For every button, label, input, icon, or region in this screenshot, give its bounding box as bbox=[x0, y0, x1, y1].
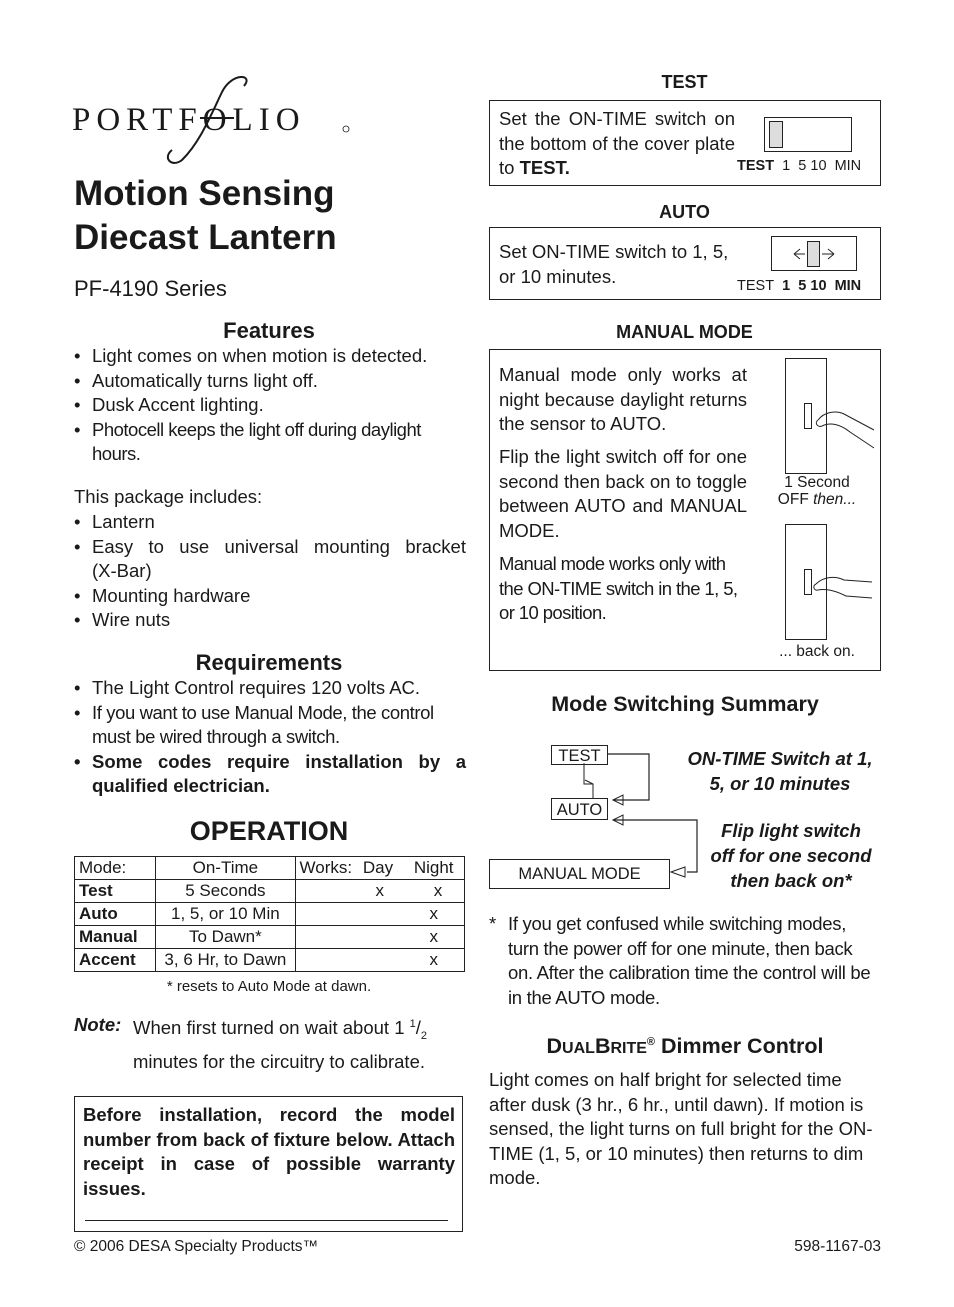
features-heading: Features bbox=[223, 318, 315, 343]
document-number: 598-1167-03 bbox=[794, 1238, 881, 1255]
scale-test: TEST bbox=[737, 158, 775, 174]
ontime-switch-auto bbox=[771, 236, 857, 271]
header-works bbox=[295, 857, 464, 880]
requirements-list bbox=[74, 676, 466, 799]
row-works bbox=[295, 926, 464, 949]
scale-min: MIN bbox=[834, 278, 862, 294]
row-night: x bbox=[429, 950, 439, 969]
row-night: x bbox=[429, 904, 439, 923]
list-item: • Light comes on when motion is detected. bbox=[74, 344, 466, 369]
footnote-text: If you get confused while switching modes, turn the power off for one minute, then back on. After the calibration time the control will be in the AUTO mode. bbox=[508, 913, 871, 1008]
operation-table bbox=[74, 856, 465, 972]
install-record-box bbox=[74, 1096, 463, 1232]
flow-label-flip bbox=[695, 818, 887, 893]
test-instructions bbox=[499, 107, 735, 181]
manual-p3: Manual mode works only with the ON-TIME switch in the 1, 5, or 10 position. bbox=[499, 553, 738, 623]
header-night: Night bbox=[413, 858, 454, 877]
switch-slider bbox=[769, 121, 783, 148]
flow-box-auto: AUTO bbox=[551, 798, 608, 820]
note-text-b: minutes for the circuitry to calibrate. bbox=[133, 1050, 425, 1072]
flow-label-flip-line-1: Flip light switch bbox=[721, 820, 861, 841]
db-ual: UAL bbox=[562, 1040, 595, 1057]
test-text-a: Set the ON-TIME switch on the bottom of the cover plate to bbox=[499, 108, 735, 178]
row-ontime: 3, 6 Hr, to Dawn bbox=[156, 949, 295, 972]
caption-off-word: OFF bbox=[777, 491, 809, 508]
scale-5: 5 bbox=[798, 158, 807, 174]
page-title bbox=[74, 172, 464, 260]
row-works bbox=[295, 949, 464, 972]
scale-10: 10 bbox=[810, 278, 827, 294]
auto-instructions: Set ON-TIME switch to 1, 5, or 10 minutes. bbox=[499, 241, 729, 287]
list-item: • Mounting hardware bbox=[74, 584, 466, 609]
row-ontime: To Dawn* bbox=[156, 926, 295, 949]
caption-off-line-2 bbox=[762, 491, 872, 508]
header-ontime: On-Time bbox=[156, 857, 295, 880]
row-mode: Manual bbox=[75, 926, 156, 949]
flow-label-ontime bbox=[670, 746, 890, 796]
header-mode: Mode: bbox=[75, 857, 156, 880]
row-night: x bbox=[433, 881, 443, 900]
row-works bbox=[295, 880, 464, 903]
list-item: • The Light Control requires 120 volts AC. bbox=[74, 676, 466, 701]
table-row bbox=[75, 880, 465, 903]
row-mode: Test bbox=[75, 880, 156, 903]
flow-label-ontime-line-1: ON-TIME Switch at 1, bbox=[687, 748, 873, 769]
series-label: PF-4190 Series bbox=[74, 276, 227, 301]
list-item: • Easy to use universal mounting bracket (X-Bar) bbox=[74, 535, 466, 584]
flow-box-test: TEST bbox=[551, 745, 608, 765]
list-item: • Automatically turns light off. bbox=[74, 369, 466, 394]
caption-on: ... back on. bbox=[779, 643, 855, 660]
list-item: • Lantern bbox=[74, 510, 466, 535]
logo-script-f-icon bbox=[72, 72, 362, 167]
manual-p2: Flip the light switch off for one second then back on to toggle between AUTO and MANUAL MODE. bbox=[499, 446, 747, 541]
list-item: • Dusk Accent lighting. bbox=[74, 393, 466, 418]
row-works bbox=[295, 903, 464, 926]
row-night: x bbox=[429, 927, 439, 946]
scale-5: 5 bbox=[798, 278, 807, 294]
scale-min: MIN bbox=[834, 158, 862, 174]
table-footnote: * resets to Auto Mode at dawn. bbox=[166, 978, 372, 995]
manual-heading: MANUAL MODE bbox=[616, 322, 753, 342]
scale-10: 10 bbox=[810, 158, 827, 174]
flow-label-flip-line-3: then back on* bbox=[730, 870, 852, 891]
copyright: © 2006 DESA Specialty Products™ bbox=[74, 1238, 319, 1255]
package-list bbox=[74, 510, 466, 633]
flow-label-ontime-line-2: 5, or 10 minutes bbox=[709, 773, 851, 794]
row-ontime: 1, 5, or 10 Min bbox=[156, 903, 295, 926]
logo-text: PORTFOLIO bbox=[72, 102, 306, 138]
scale-1: 1 bbox=[782, 278, 791, 294]
db-rite: RITE bbox=[610, 1040, 647, 1057]
footnote-star: * bbox=[489, 913, 497, 934]
package-heading: This package includes: bbox=[74, 486, 263, 507]
features-list bbox=[74, 344, 466, 467]
caption-off bbox=[762, 474, 872, 508]
list-item: • If you want to use Manual Mode, the control must be wired through a switch. bbox=[74, 701, 466, 750]
mode-summary-heading: Mode Switching Summary bbox=[551, 692, 819, 716]
hand-icon bbox=[808, 564, 878, 614]
dualbrite-text: Light comes on half bright for selected time after dusk (3 hr., 6 hr., until dawn). If motion is sensed, the light turns on full bright for the ON-TIME (1, 5, or 10 minutes) then returns to dim mode. bbox=[489, 1069, 873, 1188]
header-works-label: Works: bbox=[299, 858, 353, 877]
model-number-line[interactable] bbox=[85, 1220, 448, 1221]
note-frac-num: 1 bbox=[409, 1018, 416, 1030]
hand-icon bbox=[810, 390, 880, 450]
install-record-text: Before installation, record the model number from back of fixture below. Attach receipt in case of possible warranty issues. bbox=[83, 1104, 455, 1199]
manual-panel bbox=[489, 349, 881, 671]
table-row bbox=[75, 903, 465, 926]
ontime-switch-test bbox=[764, 117, 852, 152]
row-day: x bbox=[375, 881, 385, 900]
row-mode: Auto bbox=[75, 903, 156, 926]
auto-scale bbox=[737, 278, 861, 294]
note-text: When first turned on wait about 1 $^1/_2$ minutes for the circuitry to calibrate. bbox=[133, 1017, 428, 1072]
title-line-2: Diecast Lantern bbox=[74, 218, 337, 257]
scale-test: TEST bbox=[737, 278, 775, 294]
portfolio-logo bbox=[72, 72, 362, 167]
table-header-row bbox=[75, 857, 465, 880]
test-text-b: TEST. bbox=[519, 157, 570, 178]
header-day: Day bbox=[362, 858, 394, 877]
arrows-icon bbox=[772, 237, 858, 272]
db-d: D bbox=[546, 1034, 563, 1058]
note-text-a: When first turned on wait about 1 bbox=[133, 1017, 410, 1039]
list-item: • Wire nuts bbox=[74, 608, 466, 633]
list-item: • Some codes require installation by a qualified electrician. bbox=[74, 750, 466, 799]
caption-off-line-1: 1 Second bbox=[784, 474, 850, 491]
table-row bbox=[75, 949, 465, 972]
table-row bbox=[75, 926, 465, 949]
row-ontime: 5 Seconds bbox=[156, 880, 295, 903]
note-frac-den: 2 bbox=[420, 1029, 428, 1042]
auto-heading: AUTO bbox=[659, 202, 710, 222]
title-line-1: Motion Sensing bbox=[74, 174, 335, 213]
test-heading: TEST bbox=[661, 72, 708, 92]
note-label: Note: bbox=[74, 1014, 122, 1035]
test-panel bbox=[489, 100, 881, 186]
flow-box-manual: MANUAL MODE bbox=[489, 859, 670, 889]
dualbrite-heading bbox=[489, 1034, 881, 1059]
row-mode: Accent bbox=[75, 949, 156, 972]
db-reg: ® bbox=[646, 1035, 656, 1048]
requirements-heading: Requirements bbox=[195, 650, 343, 675]
scale-1: 1 bbox=[782, 158, 791, 174]
caption-then: then... bbox=[813, 491, 857, 508]
flow-label-flip-line-2: off for one second bbox=[710, 845, 872, 866]
operation-heading: OPERATION bbox=[189, 816, 349, 846]
test-scale bbox=[737, 158, 861, 174]
manual-p1: Manual mode only works at night because daylight returns the sensor to AUTO. bbox=[499, 364, 747, 434]
db-b: B bbox=[594, 1034, 611, 1058]
db-rest: Dimmer Control bbox=[655, 1034, 824, 1058]
auto-panel bbox=[489, 227, 881, 300]
list-item: • Photocell keeps the light off during daylight hours. bbox=[74, 418, 466, 467]
